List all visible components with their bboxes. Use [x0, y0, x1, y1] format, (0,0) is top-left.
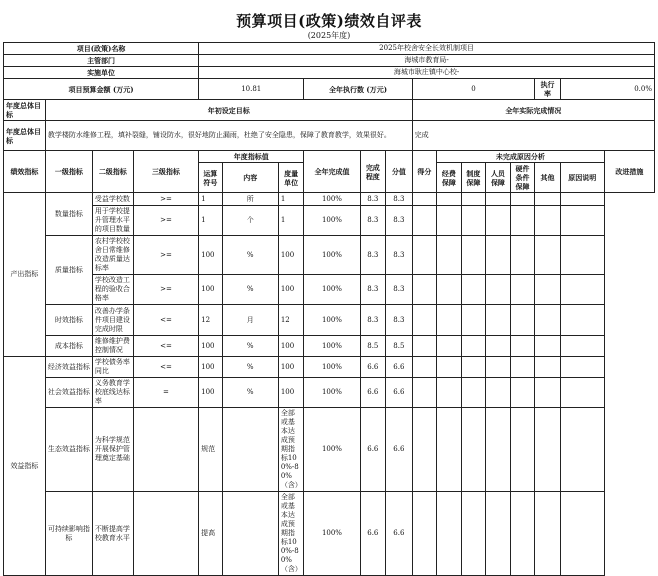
actual-goal-text: 完成: [412, 121, 654, 151]
planned-goal-label: 年初设定目标: [45, 100, 412, 121]
op-cell: >=: [133, 275, 198, 305]
lvl3-name: 用于学校提升管理水平的项目数量: [92, 206, 133, 236]
lvl3-name: 学校债务率同比: [92, 357, 133, 378]
indicator-row: [4, 236, 655, 275]
reason-cell: [437, 492, 462, 576]
op-cell: <=: [133, 336, 198, 357]
project-name-row: [4, 43, 655, 55]
unit-cell: 个: [222, 206, 278, 236]
reason-cell: [535, 492, 561, 576]
indicator-row: [4, 378, 655, 408]
actual-cell: 1: [278, 206, 304, 236]
content-cell: 提高: [199, 492, 223, 576]
rate-cell: 100%: [304, 206, 360, 236]
r2-header: 制度保障: [461, 163, 486, 193]
annual-target-header: 年度指标值: [199, 151, 304, 163]
got-cell: 8.3: [386, 305, 413, 336]
rate-cell: 100%: [304, 275, 360, 305]
reason-cell: [412, 492, 437, 576]
lvl2-cell: 成本指标: [45, 336, 92, 357]
reason-cell: [510, 408, 535, 492]
measures-cell: [560, 492, 604, 576]
reason-cell: [412, 305, 437, 336]
content-cell: 1: [199, 193, 223, 206]
dept-label: 主管部门: [4, 55, 199, 67]
score-cell: 6.6: [360, 492, 386, 576]
reason-cell: [461, 206, 486, 236]
op-cell: [133, 492, 198, 576]
measures-cell: [560, 206, 604, 236]
got-cell: 8.3: [386, 206, 413, 236]
content-cell: 1: [199, 206, 223, 236]
budget-value: 10.81: [199, 79, 304, 100]
goals-side-label-2: 年度总体目标: [4, 121, 46, 151]
reason-cell: [535, 193, 561, 206]
reason-cell: [510, 275, 535, 305]
score-cell: 6.6: [360, 378, 386, 408]
reason-cell: [510, 336, 535, 357]
indicator-row: [4, 275, 655, 305]
rate-cell: 100%: [304, 193, 360, 206]
budget-row: [4, 79, 655, 100]
got-cell: 8.3: [386, 193, 413, 206]
unit-cell: %: [222, 378, 278, 408]
reason-cell: [461, 492, 486, 576]
reason-cell: [437, 275, 462, 305]
got-cell: 8.3: [386, 236, 413, 275]
reason-cell: [461, 408, 486, 492]
goals-side-label: 年度总体目标: [4, 100, 46, 121]
lvl2-cell: 可持续影响指标: [45, 492, 92, 576]
reasons-header: 未完成原因分析: [437, 151, 605, 163]
rate-cell: 100%: [304, 336, 360, 357]
op-cell: >=: [133, 206, 198, 236]
unit-cell: 所: [222, 193, 278, 206]
reason-cell: [535, 305, 561, 336]
reason-cell: [535, 236, 561, 275]
reason-cell: [461, 336, 486, 357]
measures-cell: [560, 275, 604, 305]
actual-cell: 全部或基本达成预期指标100%-80%（含）: [278, 492, 304, 576]
got-cell: 6.6: [386, 378, 413, 408]
reason-cell: [486, 378, 511, 408]
reason-cell: [461, 357, 486, 378]
reason-cell: [510, 357, 535, 378]
lvl2-cell: 时效指标: [45, 305, 92, 336]
got-cell: 6.6: [386, 357, 413, 378]
r1-header: 经费保障: [437, 163, 462, 193]
indicator-row: [4, 206, 655, 236]
reason-cell: [437, 378, 462, 408]
content-cell: 规范: [199, 408, 223, 492]
actual-cell: 100: [278, 336, 304, 357]
reason-cell: [510, 492, 535, 576]
reason-cell: [412, 408, 437, 492]
project-name-value: 2025年校舍安全长效机制项目: [199, 43, 655, 55]
lvl3-name: 不断提高学校教育水平: [92, 492, 133, 576]
content-cell: 100: [199, 378, 223, 408]
score-cell: 8.3: [360, 206, 386, 236]
reason-cell: [486, 236, 511, 275]
got-header: 得分: [412, 151, 437, 193]
r3-header: 人员保障: [486, 163, 511, 193]
unit-cell: 月: [222, 305, 278, 336]
goals-header-row: [4, 100, 655, 121]
lvl2-cell: 社会效益指标: [45, 378, 92, 408]
got-cell: 6.6: [386, 492, 413, 576]
reason-cell: [412, 275, 437, 305]
measures-cell: [560, 336, 604, 357]
rate-cell: 100%: [304, 236, 360, 275]
reason-cell: [437, 305, 462, 336]
unit-cell: [222, 492, 278, 576]
reason-cell: [412, 378, 437, 408]
indicator-row: [4, 305, 655, 336]
planned-goal-text: 教学楼防水维修工程，填补裂缝，铺设防水，很好地防止漏雨，杜绝了安全隐患，保障了教育教学，效果很好。: [45, 121, 412, 151]
dept-value: 海城市教育局-: [199, 55, 655, 67]
lvl3-name: 义务教育学校底线达标率: [92, 378, 133, 408]
reason-cell: [535, 275, 561, 305]
self-evaluation-table: [3, 42, 655, 576]
reason-cell: [412, 206, 437, 236]
measures-cell: [560, 236, 604, 275]
measures-cell: [560, 305, 604, 336]
unit-cell: %: [222, 236, 278, 275]
reason-cell: [486, 408, 511, 492]
lvl3-header: 三级指标: [133, 151, 198, 193]
actual-header: 全年完成值: [304, 151, 360, 193]
score-cell: 8.3: [360, 236, 386, 275]
lvl2-cell: 数量指标: [45, 193, 92, 236]
content-cell: 100: [199, 275, 223, 305]
reason-cell: [461, 193, 486, 206]
reason-cell: [510, 378, 535, 408]
lvl3-name: 学校改造工程的验收合格率: [92, 275, 133, 305]
content-header: 内容: [222, 163, 278, 193]
lvl3-name: 农村学校校舍日常维修改造质量达标率: [92, 236, 133, 275]
rate-header: 完成程度: [360, 151, 386, 193]
reason-cell: [437, 408, 462, 492]
measures-cell: [560, 193, 604, 206]
op-cell: =: [133, 378, 198, 408]
score-cell: 6.6: [360, 357, 386, 378]
lvl1-cell: 效益指标: [4, 357, 46, 576]
reason-cell: [486, 492, 511, 576]
got-cell: 6.6: [386, 408, 413, 492]
lvl2-header: 二级指标: [92, 151, 133, 193]
reason-cell: [412, 236, 437, 275]
exec-label: 全年执行数 (万元): [304, 79, 412, 100]
reason-cell: [535, 408, 561, 492]
reason-cell: [412, 357, 437, 378]
indicator-row: [4, 492, 655, 576]
score-cell: 8.3: [360, 305, 386, 336]
lvl3-name: 为科学规范开展保护管理奠定基础: [92, 408, 133, 492]
reason-cell: [510, 206, 535, 236]
rate-label: 执行率: [535, 79, 561, 100]
reason-cell: [461, 275, 486, 305]
r4-header: 硬件条件保障: [510, 163, 535, 193]
reason-cell: [461, 378, 486, 408]
rate-cell: 100%: [304, 305, 360, 336]
reason-cell: [461, 236, 486, 275]
indicator-rows: [4, 193, 655, 576]
reason-cell: [510, 193, 535, 206]
reason-cell: [486, 357, 511, 378]
reason-cell: [486, 336, 511, 357]
op-cell: [133, 408, 198, 492]
actual-cell: 100: [278, 275, 304, 305]
reason-cell: [486, 193, 511, 206]
op-cell: >=: [133, 236, 198, 275]
reason-cell: [486, 275, 511, 305]
actual-cell: 100: [278, 357, 304, 378]
lvl3-name: 改善办学条件项目建设完成时限: [92, 305, 133, 336]
reason-cell: [412, 336, 437, 357]
year-subtitle: (2025年度): [307, 31, 351, 40]
content-cell: 12: [199, 305, 223, 336]
actual-goal-label: 全年实际完成情况: [412, 100, 654, 121]
measures-cell: [560, 378, 604, 408]
r6-header: 原因说明: [560, 163, 604, 193]
dept-row: [4, 55, 655, 67]
reason-cell: [535, 378, 561, 408]
rate-cell: 100%: [304, 378, 360, 408]
impl-label: 实施单位: [4, 67, 199, 79]
score-cell: 8.5: [360, 336, 386, 357]
content-cell: 100: [199, 336, 223, 357]
reason-cell: [437, 236, 462, 275]
rate-value: 0.0%: [560, 79, 654, 100]
project-name-label: 项目(政策)名称: [4, 43, 199, 55]
reason-cell: [510, 305, 535, 336]
actual-cell: 100: [278, 378, 304, 408]
unit-cell: %: [222, 336, 278, 357]
lvl2-cell: 生态效益指标: [45, 408, 92, 492]
got-cell: 8.5: [386, 336, 413, 357]
reason-cell: [535, 357, 561, 378]
lvl1-cell: 产出指标: [4, 193, 46, 357]
content-cell: 100: [199, 236, 223, 275]
reason-cell: [535, 206, 561, 236]
r5-header: 其他: [535, 163, 561, 193]
op-header: 运算符号: [199, 163, 223, 193]
unit-header: 度量单位: [278, 163, 304, 193]
rate-cell: 100%: [304, 408, 360, 492]
actual-cell: 1: [278, 193, 304, 206]
reason-cell: [437, 336, 462, 357]
reason-cell: [510, 236, 535, 275]
reason-cell: [535, 336, 561, 357]
exec-value: 0: [412, 79, 535, 100]
indicator-row: [4, 336, 655, 357]
indicator-row: [4, 408, 655, 492]
indicator-row: [4, 193, 655, 206]
lvl2-cell: 质量指标: [45, 236, 92, 305]
actual-cell: 12: [278, 305, 304, 336]
unit-cell: %: [222, 275, 278, 305]
op-cell: <=: [133, 357, 198, 378]
impl-row: [4, 67, 655, 79]
indicators-side-label: 绩效指标: [4, 151, 46, 193]
unit-cell: [222, 408, 278, 492]
measures-cell: [560, 357, 604, 378]
reason-cell: [437, 193, 462, 206]
lvl3-name: 受益学校数: [92, 193, 133, 206]
impl-value: 海城市耿庄镇中心校-: [199, 67, 655, 79]
op-cell: <=: [133, 305, 198, 336]
content-cell: 100: [199, 357, 223, 378]
score-cell: 8.3: [360, 193, 386, 206]
score-cell: 6.6: [360, 408, 386, 492]
lvl2-cell: 经济效益指标: [45, 357, 92, 378]
goals-content-row: [4, 121, 655, 151]
indicator-header-row-1: [4, 151, 655, 163]
rate-cell: 100%: [304, 357, 360, 378]
reason-cell: [461, 305, 486, 336]
actual-cell: 全部或基本达成预期指标100%-80%（含）: [278, 408, 304, 492]
op-cell: >=: [133, 193, 198, 206]
measures-header: 改进措施: [604, 151, 654, 193]
reason-cell: [486, 206, 511, 236]
rate-cell: 100%: [304, 492, 360, 576]
measures-cell: [560, 408, 604, 492]
score-header: 分值: [386, 151, 413, 193]
lvl3-name: 维修维护费控制情况: [92, 336, 133, 357]
page-title: 预算项目(政策)绩效自评表: [236, 12, 422, 30]
budget-label: 项目预算金额 (万元): [4, 79, 199, 100]
reason-cell: [437, 206, 462, 236]
reason-cell: [437, 357, 462, 378]
indicator-row: [4, 357, 655, 378]
unit-cell: %: [222, 357, 278, 378]
got-cell: 8.3: [386, 275, 413, 305]
reason-cell: [486, 305, 511, 336]
score-cell: 8.3: [360, 275, 386, 305]
lvl1-header: 一级指标: [45, 151, 92, 193]
actual-cell: 100: [278, 236, 304, 275]
reason-cell: [412, 193, 437, 206]
